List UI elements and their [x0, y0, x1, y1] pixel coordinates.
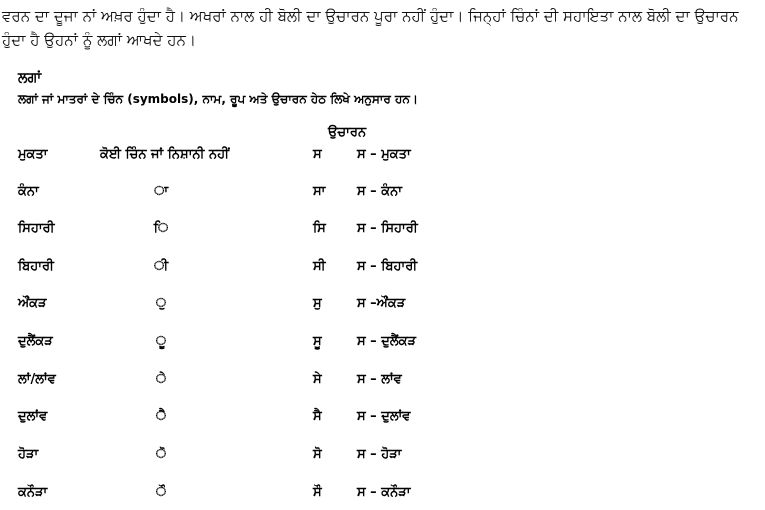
matra-name: ਲਾਂ/ਲਾਂਵ	[18, 372, 56, 387]
matra-form: ਸੇ	[313, 372, 322, 387]
section-heading: ਲਗਾਂ	[18, 70, 42, 86]
matra-example: ਸ – ਸਿਹਾਰੀ	[357, 221, 418, 236]
matra-name: ਹੋੜਾ	[18, 447, 39, 462]
matra-symbol: ੁ	[155, 296, 167, 311]
matra-example: ਸ –ਔਂਕੜ	[357, 296, 406, 311]
matra-form: ਸ	[313, 147, 322, 162]
table-row	[0, 220, 765, 240]
matra-name: ਕਨੌੜਾ	[18, 485, 48, 500]
pronunciation-column-header: ਉਚਾਰਨ	[328, 125, 367, 140]
section-subtitle: ਲਗਾਂ ਜਾਂ ਮਾਤਰਾਂ ਦੇ ਚਿੰਨ (symbols), ਨਾਮ, ਰੂਪ ਅਤੇ ਉਚਾਰਨ ਹੇਠ ਲਿਖੇ ਅਨੁਸਾਰ ਹਨ।	[18, 92, 418, 106]
matra-symbol: ਾ	[153, 184, 169, 199]
matra-example: ਸ – ਦੁਲੈਂਕੜ	[357, 334, 416, 349]
intro-paragraph: ਵਰਨ ਦਾ ਦੂਜਾ ਨਾਂ ਅਖ਼ਰ ਹੁੰਦਾ ਹੈ। ਅਖਰਾਂ ਨਾਲ ਹੀ ਬੋਲੀ ਦਾ ਉਚਾਰਨ ਪੂਰਾ ਨਹੀਂ ਹੁੰਦਾ। ਜਿਨ੍ਹਾਂ ਚਿੰਨਾਂ ਦੀ ਸਹਾਇਤਾ ਨਾਲ ਬੋਲੀ ਦਾ ਉਚਾਰਨ ਹੁੰਦਾ ਹੈ ਉਹਨਾਂ ਨੂੰ ਲਗਾਂ ਆਖਦੇ ਹਨ।	[2, 7, 739, 49]
matra-name: ਮੁਕਤਾ	[18, 147, 48, 162]
matra-name: ਸਿਹਾਰੀ	[18, 221, 55, 236]
matra-form: ਸੁ	[313, 296, 322, 311]
matra-example: ਸ – ਬਿਹਾਰੀ	[357, 259, 418, 274]
table-row	[0, 183, 765, 203]
matra-name: ਔਂਕੜ	[18, 296, 47, 311]
matra-example: ਸ – ਹੋੜਾ	[357, 447, 402, 462]
matra-symbol: ੈ	[155, 409, 167, 424]
matra-name: ਦੁਲੈਂਕੜ	[18, 334, 53, 349]
matra-form: ਸੌ	[313, 485, 322, 500]
matra-symbol: ਿ	[153, 221, 169, 236]
matra-form: ਸੈ	[313, 409, 322, 424]
table-row	[0, 484, 765, 504]
matra-symbol: ੂ	[155, 334, 167, 349]
table-row	[0, 295, 765, 315]
matra-example: ਸ – ਕੰਨਾ	[357, 184, 402, 199]
table-row	[0, 408, 765, 428]
table-row	[0, 146, 765, 166]
table-row	[0, 446, 765, 466]
matra-form: ਸੂ	[313, 334, 322, 349]
matra-form: ਸਿ	[313, 221, 326, 236]
table-row	[0, 371, 765, 391]
matra-example: ਸ – ਲਾਂਵ	[357, 372, 402, 387]
matra-form: ਸੀ	[313, 259, 326, 274]
matra-symbol: ੌ	[155, 485, 167, 500]
matra-symbol: ੀ	[153, 259, 169, 274]
matra-example: ਸ – ਕਨੌੜਾ	[357, 485, 411, 500]
matra-name: ਦੁਲਾਂਵ	[18, 409, 48, 424]
table-row	[0, 258, 765, 278]
table-row	[0, 333, 765, 353]
matra-symbol: ੋ	[155, 447, 167, 462]
matra-symbol: ਕੋਈ ਚਿੰਨ ਜਾਂ ਨਿਸ਼ਾਨੀ ਨਹੀਂ	[100, 147, 230, 162]
matra-example: ਸ – ਦੁਲਾਂਵ	[357, 409, 411, 424]
matra-example: ਸ – ਮੁਕਤਾ	[357, 147, 411, 162]
matra-name: ਬਿਹਾਰੀ	[18, 259, 54, 274]
matra-form: ਸੋ	[313, 447, 322, 462]
matra-form: ਸਾ	[313, 184, 326, 199]
matra-symbol: ੇ	[155, 372, 167, 387]
matra-name: ਕੰਨਾ	[18, 184, 39, 199]
